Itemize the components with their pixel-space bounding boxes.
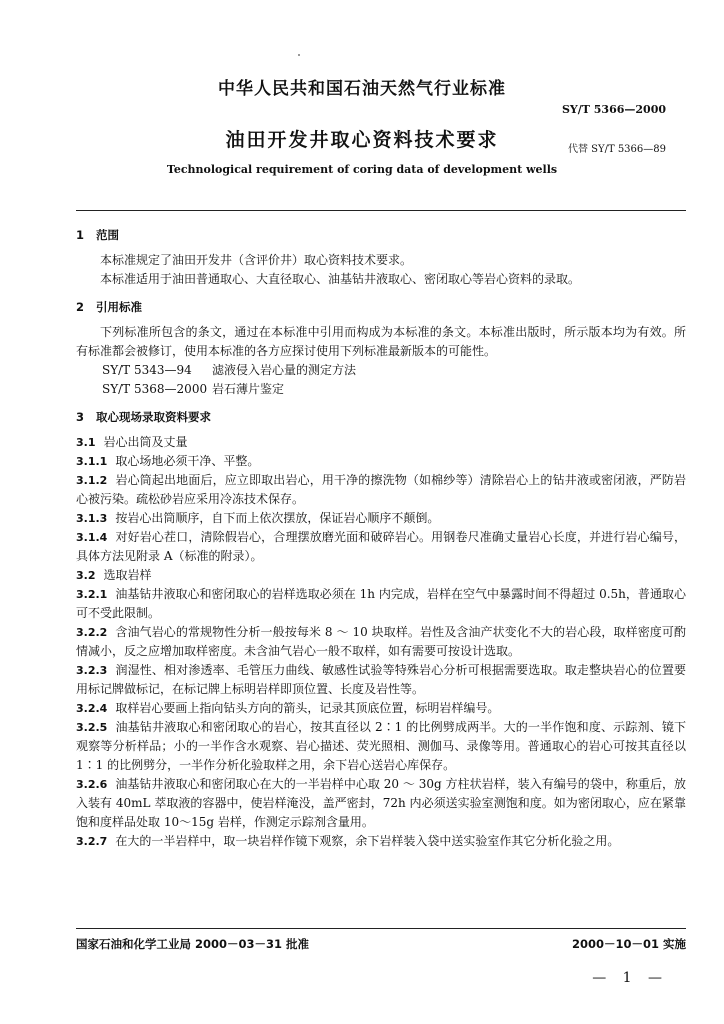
clause-item xyxy=(76,433,686,452)
clause-item xyxy=(76,661,686,699)
clause-text: 含油气岩心的常规物性分析一般按每米 8 ～ 10 块取样。岩性及含油产状变化不大的岩心段，取样密度可酌情减小，反之应增加取样密度。未含油气岩心一般不取样，如有需要可按设计选取。 xyxy=(76,625,686,658)
clause-item xyxy=(76,509,686,528)
reference-item: SY/T 5343—94 滤液侵入岩心量的测定方法 xyxy=(102,363,357,377)
clause-number: 3.2.7 xyxy=(76,835,108,848)
clause-number: 3.1.3 xyxy=(76,512,108,525)
section-heading-3: 3 取心现场录取资料要求 xyxy=(76,410,211,424)
paragraph: 下列标准所包含的条文，通过在本标准中引用而构成为本标准的条文。本标准出版时，所示版本均为有效。所有标准都会被修订，使用本标准的各方应探讨使用下列标准最新版本的可能性。 xyxy=(76,325,686,358)
clause-number: 3.2.4 xyxy=(76,702,108,715)
clause-item xyxy=(76,623,686,661)
clause-number: 3.2.6 xyxy=(76,778,108,791)
clause-number: 3.1.4 xyxy=(76,531,108,544)
clause-number: 3.1 xyxy=(76,436,96,449)
clause-text: 油基钻井液取心和密闭取心的岩心，按其直径以 2∶1 的比例劈成两半。大的一半作饱和度、示踪剂、镜下观察等分析样品；小的一半作含水观察、岩心描述、荧光照相、测伽马、录像等用。普通取心的岩心可按其直径以 1∶1 的比例劈分，一半作分析化验取样之用，余下岩心送岩心库保存。 xyxy=(76,720,686,772)
clause-text: 润湿性、相对渗透率、毛管压力曲线、敏感性试验等特殊岩心分析可根据需要选取。取走整块岩心的位置要用标记牌做标记，在标记牌上标明岩样即顶位置、长度及岩性等。 xyxy=(76,663,686,696)
clause-item xyxy=(76,585,686,623)
clause-text: 岩心出筒及丈量 xyxy=(103,435,188,449)
implementation-date: 2000－10－01 实施 xyxy=(571,937,686,951)
clause-number: 3.2 xyxy=(76,569,96,582)
clause-number: 3.2.3 xyxy=(76,664,108,677)
clause-list xyxy=(76,433,686,851)
page-number: — 1 — xyxy=(592,970,668,986)
clause-item xyxy=(76,718,686,775)
clause-item xyxy=(76,471,686,509)
clause-item xyxy=(76,566,686,585)
paragraph: 本标准适用于油田普通取心、大直径取心、油基钻井液取心、密闭取心等岩心资料的录取。 xyxy=(100,272,581,286)
paragraph: 本标准规定了油田开发井（含评价井）取心资料技术要求。 xyxy=(100,253,413,267)
section-heading-2: 2 引用标准 xyxy=(76,300,142,314)
clause-text: 对好岩心茬口，清除假岩心，合理摆放磨光面和破碎岩心。用钢卷尺准确丈量岩心长度，并进行岩心编号，具体方法见附录 A（标准的附录）。 xyxy=(76,530,686,563)
clause-text: 取心场地必须干净、平整。 xyxy=(115,454,260,468)
reference-item: SY/T 5368—2000 岩石薄片鉴定 xyxy=(102,382,285,396)
clause-item xyxy=(76,832,686,851)
document-body xyxy=(76,226,686,851)
clause-number: 3.2.1 xyxy=(76,588,108,601)
clause-number: 3.1.2 xyxy=(76,474,108,487)
clause-text: 油基钻井液取心和密闭取心的岩样选取必须在 1h 内完成，岩样在空气中暴露时间不得超过 0.5h，普通取心可不受此限制。 xyxy=(76,587,686,620)
scan-speck xyxy=(298,54,300,56)
clause-text: 岩心筒起出地面后，应立即取出岩心，用干净的擦洗物（如棉纱等）清除岩心上的钻井液或密闭液，严防岩心被污染。疏松砂岩应采用冷冻技术保存。 xyxy=(76,473,686,506)
footer-divider xyxy=(76,928,686,929)
header-divider xyxy=(76,210,686,211)
clause-item xyxy=(76,452,686,471)
clause-item xyxy=(76,699,686,718)
clause-text: 取样岩心要画上指向钻头方向的箭头，记录其顶底位置，标明岩样编号。 xyxy=(115,701,500,715)
clause-text: 在大的一半岩样中，取一块岩样作镜下观察，余下岩样装入袋中送实验室作其它分析化验之用。 xyxy=(115,834,620,848)
clause-text: 油基钻井液取心和密闭取心在大的一半岩样中心取 20 ～ 30g 方柱状岩样，装入有编号的袋中，称重后，放入装有 40mL 萃取液的容器中，使岩样淹没，盖严密封，72h 内必须送实验室测饱和度。如为密闭取心，应在紧靠饱和度样品处取 10～15g 岩样，作测定示踪剂含量用。 xyxy=(76,777,686,829)
clause-number: 3.1.1 xyxy=(76,455,108,468)
section-heading-1: 1 范围 xyxy=(76,228,119,242)
document-title: 油田开发井取心资料技术要求 xyxy=(225,129,499,151)
clause-text: 按岩心出筒顺序，自下而上依次摆放，保证岩心顺序不颠倒。 xyxy=(115,511,440,525)
approval-line: 国家石油和化学工业局 2000－03－31 批准 xyxy=(76,937,310,951)
clause-number: 3.2.5 xyxy=(76,721,108,734)
replaces-note: 代替 SY/T 5366—89 xyxy=(567,144,666,155)
clause-number: 3.2.2 xyxy=(76,626,108,639)
clause-text: 选取岩样 xyxy=(103,568,152,582)
english-title: Technological requirement of coring data of development wells xyxy=(166,163,558,176)
clause-item xyxy=(76,775,686,832)
standard-code: SY/T 5366—2000 xyxy=(561,103,666,116)
clause-item xyxy=(76,528,686,566)
standard-category: 中华人民共和国石油天然气行业标准 xyxy=(218,79,506,99)
